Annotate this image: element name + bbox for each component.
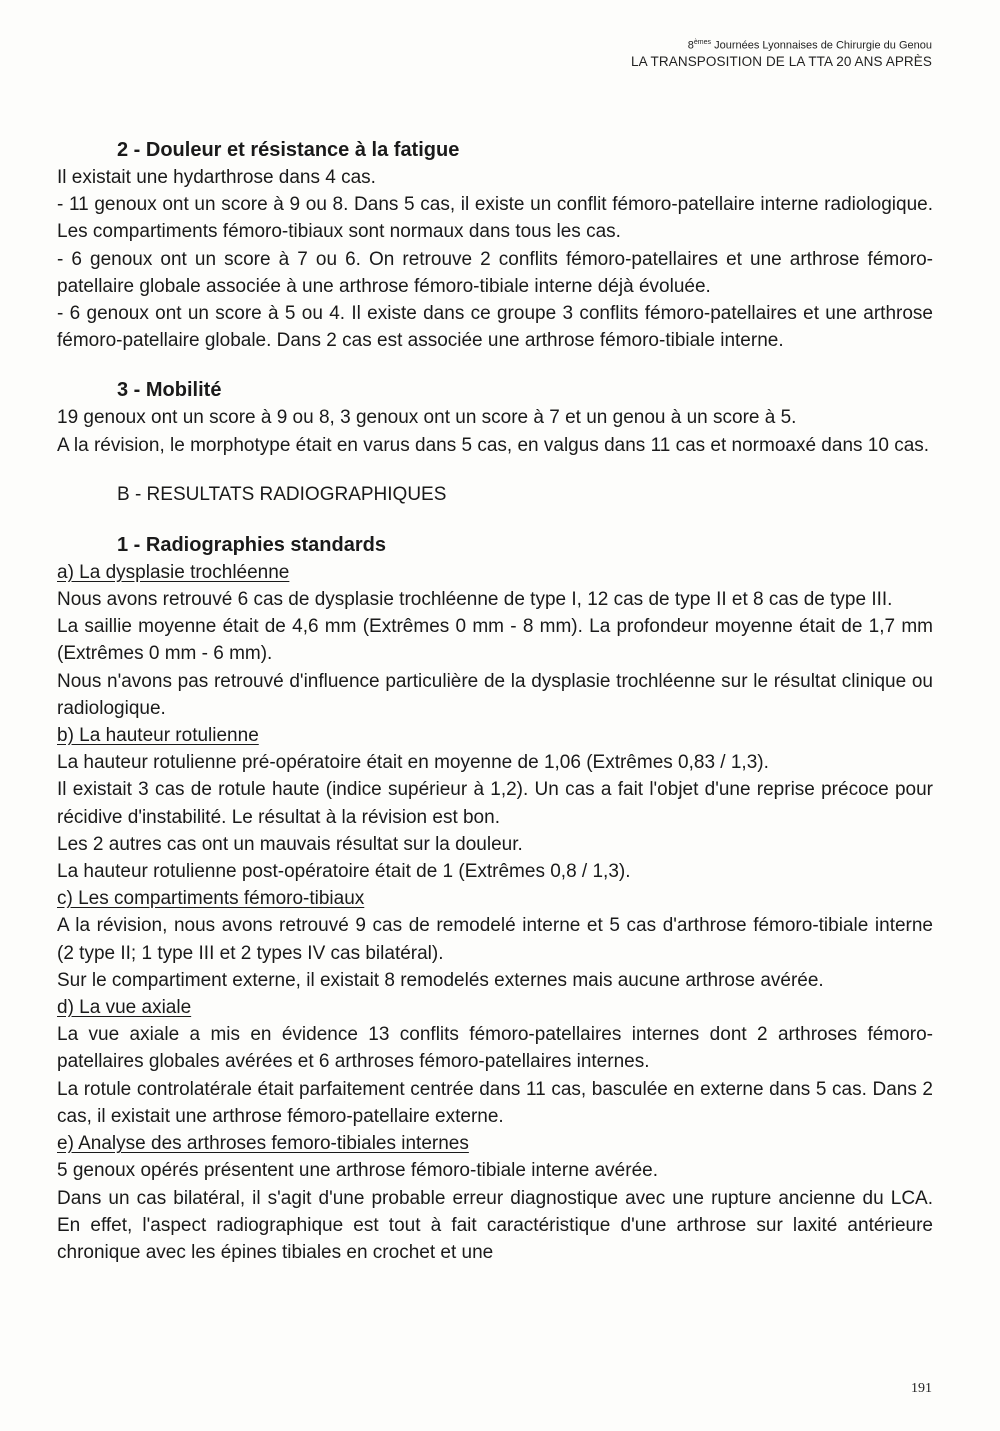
paragraph: Il existait une hydarthrose dans 4 cas. bbox=[57, 167, 376, 188]
paragraph: - 6 genoux ont un score à 7 ou 6. On retrouve 2 conflits fémoro-patellaires et une arthrose fémoro-patellaire globale associée à une arthrose fémoro-tibiale interne déjà évoluée. bbox=[57, 248, 933, 297]
heading-radiographies: 1 - Radiographies standards bbox=[117, 533, 386, 556]
running-header bbox=[631, 36, 932, 70]
paragraph: 19 genoux ont un score à 9 ou 8, 3 genoux ont un score à 7 et un genou à un score à 5. bbox=[57, 407, 797, 429]
chapter-title: LA TRANSPOSITION DE LA TTA 20 ANS APRÈS bbox=[630, 53, 932, 69]
paragraph: La hauteur rotulienne pré-opératoire était en moyenne de 1,06 (Extrêmes 0,83 / 1,3). bbox=[57, 752, 769, 774]
paragraph: - 6 genoux ont un score à 5 ou 4. Il existe dans ce groupe 3 conflits fémoro-patellaires et une arthrose fémoro-patellaire globale. Dans 2 cas est associée une arthrose fémoro-tibiale interne. bbox=[57, 303, 933, 352]
subheading-analyse: e) Analyse des arthroses femoro-tibiales internes bbox=[57, 1133, 469, 1155]
paragraph: La hauteur rotulienne post-opératoire était de 1 (Extrêmes 0,8 / 1,3). bbox=[57, 861, 631, 883]
paragraph: Il existait 3 cas de rotule haute (indice supérieur à 1,2). Un cas a fait l'objet d'une reprise précoce pour récidive d'instabilité. Le résultat à la révision est bon. bbox=[57, 779, 933, 828]
paragraph: A la révision, nous avons retrouvé 9 cas de remodelé interne et 5 cas d'arthrose fémoro-tibiale interne (2 type II; 1 type III et 2 types IV cas bilatéral). bbox=[57, 915, 933, 964]
section-title-radio: B - RESULTATS RADIOGRAPHIQUES bbox=[117, 483, 447, 505]
article-body bbox=[57, 136, 933, 1266]
subheading-axiale: d) La vue axiale bbox=[57, 997, 192, 1019]
paragraph: Sur le compartiment externe, il existait 8 remodelés externes mais aucune arthrose avérée. bbox=[57, 969, 824, 991]
conference-name: 8èmes Journées Lyonnaises de Chirurgie du Genou bbox=[687, 39, 932, 52]
heading-douleur: 2 - Douleur et résistance à la fatigue bbox=[117, 139, 460, 161]
subheading-hauteur: b) La hauteur rotulienne bbox=[57, 725, 259, 747]
subheading-compartiments: c) Les compartiments fémoro-tibiaux bbox=[57, 888, 365, 910]
paragraph: A la révision, le morphotype était en varus dans 5 cas, en valgus dans 11 cas et normoaxé dans 10 cas. bbox=[57, 434, 930, 456]
paragraph: La rotule controlatérale était parfaitement centrée dans 11 cas, basculée en externe dans 5 cas. Dans 2 cas, il existait une arthrose fémoro-patellaire externe. bbox=[57, 1078, 933, 1127]
paragraph: 5 genoux opérés présentent une arthrose fémoro-tibiale interne avérée. bbox=[57, 1160, 658, 1182]
paragraph: La vue axiale a mis en évidence 13 conflits fémoro-patellaires internes dont 2 arthroses fémoro-patellaires globales avérées et 6 arthroses fémoro-patellaires internes. bbox=[57, 1024, 933, 1073]
paragraph: Nous n'avons pas retrouvé d'influence particulière de la dysplasie trochléenne sur le résultat clinique ou radiologique. bbox=[57, 670, 933, 719]
paragraph: Les 2 autres cas ont un mauvais résultat sur la douleur. bbox=[57, 833, 523, 855]
page-number: 191 bbox=[911, 1381, 932, 1396]
subheading-dysplasie: a) La dysplasie trochléenne bbox=[57, 561, 290, 583]
paragraph: - 11 genoux ont un score à 9 ou 8. Dans 5 cas, il existe un conflit fémoro-patellaire interne radiologique. Les compartiments fémoro-tibiaux sont normaux dans tous les cas. bbox=[57, 194, 933, 243]
paragraph: Nous avons retrouvé 6 cas de dysplasie trochléenne de type I, 12 cas de type II et 8 cas de type III. bbox=[57, 589, 893, 611]
heading-mobilite: 3 - Mobilité bbox=[117, 379, 222, 402]
paragraph: Dans un cas bilatéral, il s'agit d'une probable erreur diagnostique avec une rupture ancienne du LCA. En effet, l'aspect radiographique est tout à fait caractéristique d'une arthrose sur laxité antérieure chronique avec les épines tibiales en crochet et une bbox=[57, 1187, 933, 1263]
paragraph: La saillie moyenne était de 4,6 mm (Extrêmes 0 mm - 8 mm). La profondeur moyenne était de 1,7 mm (Extrêmes 0 mm - 6 mm). bbox=[57, 616, 933, 665]
